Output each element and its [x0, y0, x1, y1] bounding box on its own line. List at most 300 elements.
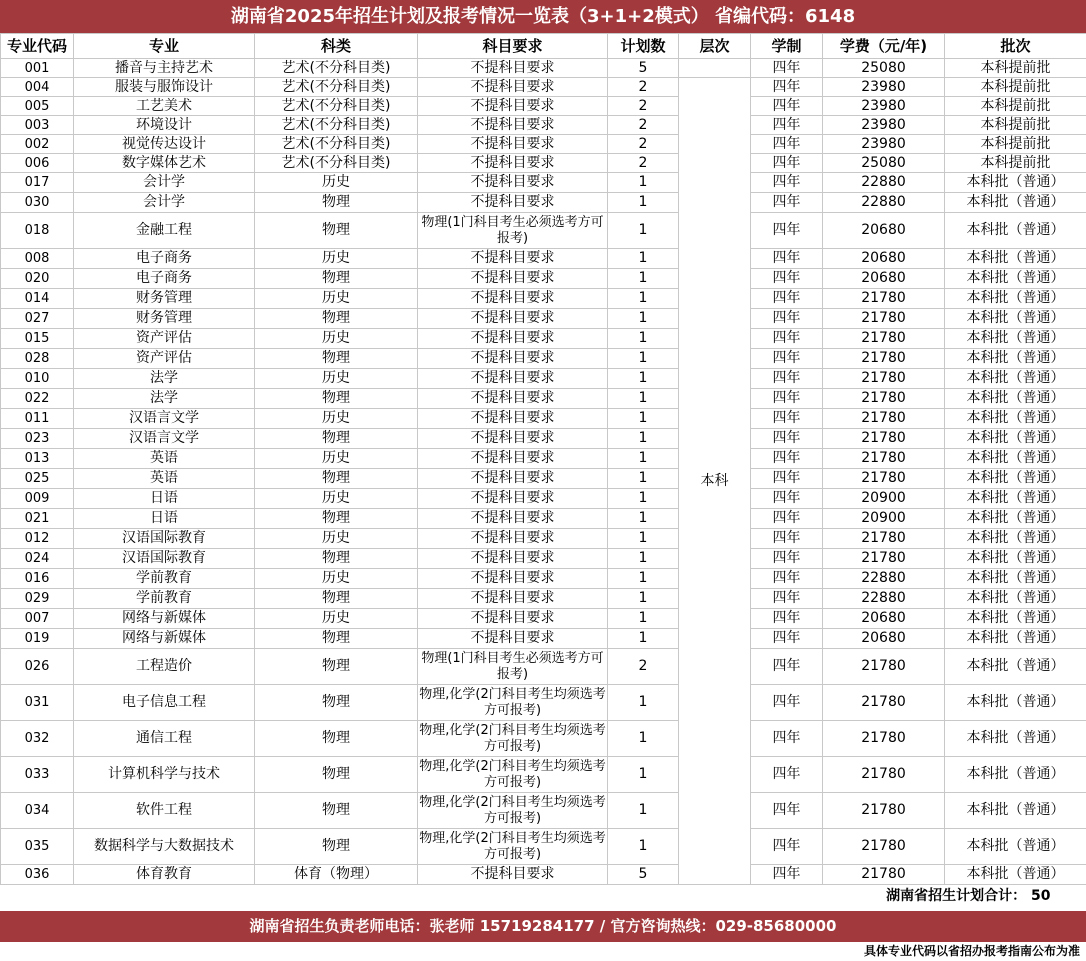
fee-cell: 21780	[823, 369, 945, 389]
fee-cell: 22880	[823, 589, 945, 609]
fee-cell: 21780	[823, 649, 945, 685]
major-cell: 财务管理	[74, 309, 255, 329]
category-cell: 历史	[255, 609, 418, 629]
fee-cell: 22880	[823, 569, 945, 589]
major-cell: 会计学	[74, 193, 255, 213]
plan-cell: 1	[608, 429, 679, 449]
code-cell: 010	[1, 369, 74, 389]
fee-cell: 20680	[823, 249, 945, 269]
fee-cell: 21780	[823, 865, 945, 885]
table-row	[1, 154, 1086, 173]
requirement-cell: 不提科目要求	[418, 135, 608, 154]
table-row	[1, 629, 1086, 649]
plan-cell: 1	[608, 449, 679, 469]
table-row	[1, 757, 1086, 793]
table-row	[1, 213, 1086, 249]
table-row	[1, 193, 1086, 213]
duration-cell: 四年	[751, 449, 823, 469]
batch-cell: 本科批（普通）	[945, 173, 1086, 193]
code-cell: 019	[1, 629, 74, 649]
major-cell: 法学	[74, 389, 255, 409]
requirement-cell: 不提科目要求	[418, 409, 608, 429]
table-row	[1, 249, 1086, 269]
table-row	[1, 329, 1086, 349]
col-header-fee: 学费（元/年)	[823, 34, 945, 59]
table-row	[1, 409, 1086, 429]
fee-cell: 21780	[823, 685, 945, 721]
code-cell: 008	[1, 249, 74, 269]
major-cell: 数字媒体艺术	[74, 154, 255, 173]
table-body	[1, 59, 1086, 908]
code-cell: 028	[1, 349, 74, 369]
category-cell: 艺术(不分科目类)	[255, 78, 418, 97]
category-cell: 物理	[255, 649, 418, 685]
table-row	[1, 589, 1086, 609]
duration-cell: 四年	[751, 349, 823, 369]
duration-cell: 四年	[751, 269, 823, 289]
category-cell: 历史	[255, 369, 418, 389]
table-row	[1, 59, 1086, 78]
batch-cell: 本科批（普通）	[945, 249, 1086, 269]
major-cell: 电子信息工程	[74, 685, 255, 721]
duration-cell: 四年	[751, 569, 823, 589]
major-cell: 日语	[74, 489, 255, 509]
plan-cell: 1	[608, 369, 679, 389]
table-row	[1, 469, 1086, 489]
batch-cell: 本科批（普通）	[945, 213, 1086, 249]
category-cell: 历史	[255, 249, 418, 269]
requirement-cell: 不提科目要求	[418, 865, 608, 885]
fee-cell: 21780	[823, 329, 945, 349]
table-row	[1, 569, 1086, 589]
category-cell: 历史	[255, 489, 418, 509]
batch-cell: 本科批（普通）	[945, 289, 1086, 309]
fee-cell: 21780	[823, 529, 945, 549]
code-cell: 009	[1, 489, 74, 509]
fee-cell: 21780	[823, 429, 945, 449]
plan-cell: 2	[608, 116, 679, 135]
batch-cell: 本科批（普通）	[945, 757, 1086, 793]
table-row	[1, 97, 1086, 116]
duration-cell: 四年	[751, 116, 823, 135]
requirement-cell: 不提科目要求	[418, 629, 608, 649]
plan-cell: 1	[608, 409, 679, 429]
duration-cell: 四年	[751, 757, 823, 793]
requirement-cell: 物理(1门科目考生必须选考方可报考)	[418, 649, 608, 685]
duration-cell: 四年	[751, 549, 823, 569]
category-cell: 物理	[255, 793, 418, 829]
plan-cell: 2	[608, 97, 679, 116]
major-cell: 汉语国际教育	[74, 549, 255, 569]
requirement-cell: 不提科目要求	[418, 309, 608, 329]
fee-cell: 21780	[823, 309, 945, 329]
batch-cell: 本科批（普通）	[945, 489, 1086, 509]
plan-cell: 1	[608, 589, 679, 609]
batch-cell: 本科提前批	[945, 97, 1086, 116]
duration-cell: 四年	[751, 329, 823, 349]
requirement-cell: 不提科目要求	[418, 116, 608, 135]
major-cell: 计算机科学与技术	[74, 757, 255, 793]
duration-cell: 四年	[751, 489, 823, 509]
category-cell: 历史	[255, 289, 418, 309]
batch-cell: 本科提前批	[945, 116, 1086, 135]
plan-cell: 1	[608, 193, 679, 213]
major-cell: 工程造价	[74, 649, 255, 685]
code-cell: 006	[1, 154, 74, 173]
plan-cell: 2	[608, 135, 679, 154]
table-row	[1, 289, 1086, 309]
fee-cell: 25080	[823, 59, 945, 78]
major-cell: 汉语言文学	[74, 409, 255, 429]
table-row	[1, 609, 1086, 629]
table-row	[1, 721, 1086, 757]
duration-cell: 四年	[751, 249, 823, 269]
table-row	[1, 429, 1086, 449]
category-cell: 艺术(不分科目类)	[255, 135, 418, 154]
code-cell: 005	[1, 97, 74, 116]
requirement-cell: 不提科目要求	[418, 329, 608, 349]
category-cell: 物理	[255, 429, 418, 449]
batch-cell: 本科批（普通）	[945, 829, 1086, 865]
plan-cell: 1	[608, 269, 679, 289]
requirement-cell: 不提科目要求	[418, 509, 608, 529]
code-cell: 020	[1, 269, 74, 289]
plan-cell: 1	[608, 213, 679, 249]
col-header-major: 专业	[74, 34, 255, 59]
requirement-cell: 不提科目要求	[418, 249, 608, 269]
requirement-cell: 物理,化学(2门科目考生均须选考方可报考)	[418, 721, 608, 757]
duration-cell: 四年	[751, 193, 823, 213]
batch-cell: 本科提前批	[945, 78, 1086, 97]
requirement-cell: 不提科目要求	[418, 469, 608, 489]
fee-cell: 21780	[823, 757, 945, 793]
requirement-cell: 不提科目要求	[418, 549, 608, 569]
requirement-cell: 不提科目要求	[418, 489, 608, 509]
category-cell: 历史	[255, 529, 418, 549]
code-cell: 035	[1, 829, 74, 865]
fee-cell: 25080	[823, 154, 945, 173]
duration-cell: 四年	[751, 289, 823, 309]
category-cell: 物理	[255, 721, 418, 757]
batch-cell: 本科批（普通）	[945, 469, 1086, 489]
duration-cell: 四年	[751, 721, 823, 757]
major-cell: 电子商务	[74, 249, 255, 269]
category-cell: 历史	[255, 569, 418, 589]
major-cell: 日语	[74, 509, 255, 529]
code-cell: 013	[1, 449, 74, 469]
major-cell: 财务管理	[74, 289, 255, 309]
duration-cell: 四年	[751, 649, 823, 685]
category-cell: 物理	[255, 757, 418, 793]
major-cell: 金融工程	[74, 213, 255, 249]
requirement-cell: 不提科目要求	[418, 589, 608, 609]
table-row	[1, 369, 1086, 389]
code-cell: 014	[1, 289, 74, 309]
plan-cell: 1	[608, 685, 679, 721]
requirement-cell: 不提科目要求	[418, 154, 608, 173]
major-cell: 学前教育	[74, 589, 255, 609]
fee-cell: 22880	[823, 193, 945, 213]
fee-cell: 23980	[823, 97, 945, 116]
level-cell-empty	[679, 59, 751, 78]
requirement-cell: 不提科目要求	[418, 173, 608, 193]
duration-cell: 四年	[751, 154, 823, 173]
category-cell: 艺术(不分科目类)	[255, 59, 418, 78]
batch-cell: 本科批（普通）	[945, 549, 1086, 569]
col-header-level: 层次	[679, 34, 751, 59]
plan-cell: 1	[608, 721, 679, 757]
batch-cell: 本科提前批	[945, 154, 1086, 173]
batch-cell: 本科批（普通）	[945, 569, 1086, 589]
fee-cell: 21780	[823, 349, 945, 369]
batch-cell: 本科批（普通）	[945, 449, 1086, 469]
fee-cell: 21780	[823, 829, 945, 865]
batch-cell: 本科批（普通）	[945, 529, 1086, 549]
category-cell: 历史	[255, 409, 418, 429]
batch-cell: 本科批（普通）	[945, 793, 1086, 829]
duration-cell: 四年	[751, 97, 823, 116]
col-header-batch: 批次	[945, 34, 1086, 59]
plan-cell: 1	[608, 309, 679, 329]
table-row	[1, 649, 1086, 685]
code-cell: 026	[1, 649, 74, 685]
duration-cell: 四年	[751, 793, 823, 829]
fee-cell: 20680	[823, 269, 945, 289]
fee-cell: 21780	[823, 389, 945, 409]
category-cell: 艺术(不分科目类)	[255, 116, 418, 135]
major-cell: 工艺美术	[74, 97, 255, 116]
code-cell: 003	[1, 116, 74, 135]
requirement-cell: 物理(1门科目考生必须选考方可报考)	[418, 213, 608, 249]
category-cell: 物理	[255, 193, 418, 213]
duration-cell: 四年	[751, 529, 823, 549]
category-cell: 物理	[255, 549, 418, 569]
code-cell: 022	[1, 389, 74, 409]
requirement-cell: 物理,化学(2门科目考生均须选考方可报考)	[418, 685, 608, 721]
enrollment-table	[0, 33, 1086, 907]
batch-cell: 本科批（普通）	[945, 685, 1086, 721]
code-cell: 031	[1, 685, 74, 721]
table-row	[1, 269, 1086, 289]
code-cell: 012	[1, 529, 74, 549]
table-row	[1, 489, 1086, 509]
code-cell: 036	[1, 865, 74, 885]
plan-cell: 1	[608, 757, 679, 793]
duration-cell: 四年	[751, 309, 823, 329]
duration-cell: 四年	[751, 865, 823, 885]
requirement-cell: 物理,化学(2门科目考生均须选考方可报考)	[418, 793, 608, 829]
col-header-requirement: 科目要求	[418, 34, 608, 59]
page-title: 湖南省2025年招生计划及报考情况一览表（3+1+2模式） 省编代码：6148	[0, 0, 1086, 33]
plan-cell: 1	[608, 173, 679, 193]
plan-cell: 1	[608, 509, 679, 529]
plan-cell: 1	[608, 289, 679, 309]
col-header-plan: 计划数	[608, 34, 679, 59]
requirement-cell: 不提科目要求	[418, 78, 608, 97]
duration-cell: 四年	[751, 59, 823, 78]
fee-cell: 21780	[823, 721, 945, 757]
code-cell: 025	[1, 469, 74, 489]
duration-cell: 四年	[751, 409, 823, 429]
major-cell: 汉语言文学	[74, 429, 255, 449]
duration-cell: 四年	[751, 369, 823, 389]
category-cell: 艺术(不分科目类)	[255, 154, 418, 173]
requirement-cell: 不提科目要求	[418, 269, 608, 289]
major-cell: 会计学	[74, 173, 255, 193]
category-cell: 历史	[255, 173, 418, 193]
table-header-row	[1, 34, 1086, 59]
table-row	[1, 549, 1086, 569]
plan-cell: 2	[608, 649, 679, 685]
code-cell: 023	[1, 429, 74, 449]
total-row	[1, 885, 1086, 908]
code-cell: 001	[1, 59, 74, 78]
fee-cell: 20900	[823, 509, 945, 529]
code-cell: 032	[1, 721, 74, 757]
fee-cell: 23980	[823, 135, 945, 154]
category-cell: 物理	[255, 629, 418, 649]
contact-banner: 湖南省招生负责老师电话：张老师 15719284177 / 官方咨询热线：029-85680000	[0, 911, 1086, 942]
footnote: 具体专业代码以省招办报考指南公布为准	[863, 944, 1080, 958]
code-cell: 029	[1, 589, 74, 609]
batch-cell: 本科批（普通）	[945, 389, 1086, 409]
plan-cell: 1	[608, 569, 679, 589]
batch-cell: 本科批（普通）	[945, 589, 1086, 609]
duration-cell: 四年	[751, 509, 823, 529]
major-cell: 汉语国际教育	[74, 529, 255, 549]
major-cell: 电子商务	[74, 269, 255, 289]
fee-cell: 20680	[823, 629, 945, 649]
batch-cell: 本科批（普通）	[945, 721, 1086, 757]
table-row	[1, 829, 1086, 865]
category-cell: 物理	[255, 469, 418, 489]
code-cell: 030	[1, 193, 74, 213]
plan-cell: 1	[608, 469, 679, 489]
category-cell: 物理	[255, 829, 418, 865]
plan-cell: 1	[608, 829, 679, 865]
table-row	[1, 529, 1086, 549]
code-cell: 018	[1, 213, 74, 249]
batch-cell: 本科提前批	[945, 59, 1086, 78]
duration-cell: 四年	[751, 135, 823, 154]
category-cell: 物理	[255, 589, 418, 609]
table-row	[1, 78, 1086, 97]
requirement-cell: 不提科目要求	[418, 609, 608, 629]
requirement-cell: 不提科目要求	[418, 389, 608, 409]
major-cell: 服装与服饰设计	[74, 78, 255, 97]
batch-cell: 本科批（普通）	[945, 329, 1086, 349]
plan-cell: 2	[608, 78, 679, 97]
duration-cell: 四年	[751, 213, 823, 249]
major-cell: 通信工程	[74, 721, 255, 757]
fee-cell: 22880	[823, 173, 945, 193]
plan-cell: 1	[608, 329, 679, 349]
category-cell: 物理	[255, 349, 418, 369]
requirement-cell: 不提科目要求	[418, 193, 608, 213]
batch-cell: 本科批（普通）	[945, 369, 1086, 389]
duration-cell: 四年	[751, 629, 823, 649]
code-cell: 034	[1, 793, 74, 829]
plan-cell: 1	[608, 489, 679, 509]
duration-cell: 四年	[751, 429, 823, 449]
fee-cell: 21780	[823, 409, 945, 429]
major-cell: 播音与主持艺术	[74, 59, 255, 78]
requirement-cell: 物理,化学(2门科目考生均须选考方可报考)	[418, 829, 608, 865]
batch-cell: 本科批（普通）	[945, 193, 1086, 213]
major-cell: 网络与新媒体	[74, 629, 255, 649]
table-row	[1, 349, 1086, 369]
plan-cell: 1	[608, 549, 679, 569]
requirement-cell: 不提科目要求	[418, 569, 608, 589]
batch-cell: 本科批（普通）	[945, 609, 1086, 629]
category-cell: 物理	[255, 685, 418, 721]
table-row	[1, 116, 1086, 135]
requirement-cell: 物理,化学(2门科目考生均须选考方可报考)	[418, 757, 608, 793]
category-cell: 物理	[255, 509, 418, 529]
batch-cell: 本科批（普通）	[945, 649, 1086, 685]
table-row	[1, 865, 1086, 885]
plan-cell: 5	[608, 865, 679, 885]
duration-cell: 四年	[751, 389, 823, 409]
fee-cell: 21780	[823, 793, 945, 829]
batch-cell: 本科批（普通）	[945, 409, 1086, 429]
major-cell: 法学	[74, 369, 255, 389]
fee-cell: 21780	[823, 469, 945, 489]
duration-cell: 四年	[751, 469, 823, 489]
table-row	[1, 135, 1086, 154]
plan-cell: 1	[608, 529, 679, 549]
fee-cell: 23980	[823, 78, 945, 97]
category-cell: 物理	[255, 309, 418, 329]
plan-cell: 1	[608, 609, 679, 629]
major-cell: 学前教育	[74, 569, 255, 589]
batch-cell: 本科批（普通）	[945, 349, 1086, 369]
table-row	[1, 173, 1086, 193]
requirement-cell: 不提科目要求	[418, 449, 608, 469]
requirement-cell: 不提科目要求	[418, 529, 608, 549]
col-header-duration: 学制	[751, 34, 823, 59]
code-cell: 027	[1, 309, 74, 329]
fee-cell: 21780	[823, 289, 945, 309]
batch-cell: 本科批（普通）	[945, 269, 1086, 289]
category-cell: 物理	[255, 389, 418, 409]
batch-cell: 本科批（普通）	[945, 629, 1086, 649]
code-cell: 021	[1, 509, 74, 529]
category-cell: 物理	[255, 269, 418, 289]
plan-cell: 1	[608, 629, 679, 649]
plan-cell: 1	[608, 389, 679, 409]
requirement-cell: 不提科目要求	[418, 349, 608, 369]
batch-cell: 本科批（普通）	[945, 429, 1086, 449]
category-cell: 体育（物理）	[255, 865, 418, 885]
table-row	[1, 389, 1086, 409]
major-cell: 英语	[74, 469, 255, 489]
table-row	[1, 685, 1086, 721]
category-cell: 艺术(不分科目类)	[255, 97, 418, 116]
col-header-code: 专业代码	[1, 34, 74, 59]
batch-cell: 本科批（普通）	[945, 509, 1086, 529]
code-cell: 015	[1, 329, 74, 349]
requirement-cell: 不提科目要求	[418, 429, 608, 449]
duration-cell: 四年	[751, 829, 823, 865]
major-cell: 环境设计	[74, 116, 255, 135]
major-cell: 软件工程	[74, 793, 255, 829]
major-cell: 数据科学与大数据技术	[74, 829, 255, 865]
table-row	[1, 509, 1086, 529]
major-cell: 视觉传达设计	[74, 135, 255, 154]
enrollment-table-container	[0, 33, 1086, 907]
code-cell: 024	[1, 549, 74, 569]
